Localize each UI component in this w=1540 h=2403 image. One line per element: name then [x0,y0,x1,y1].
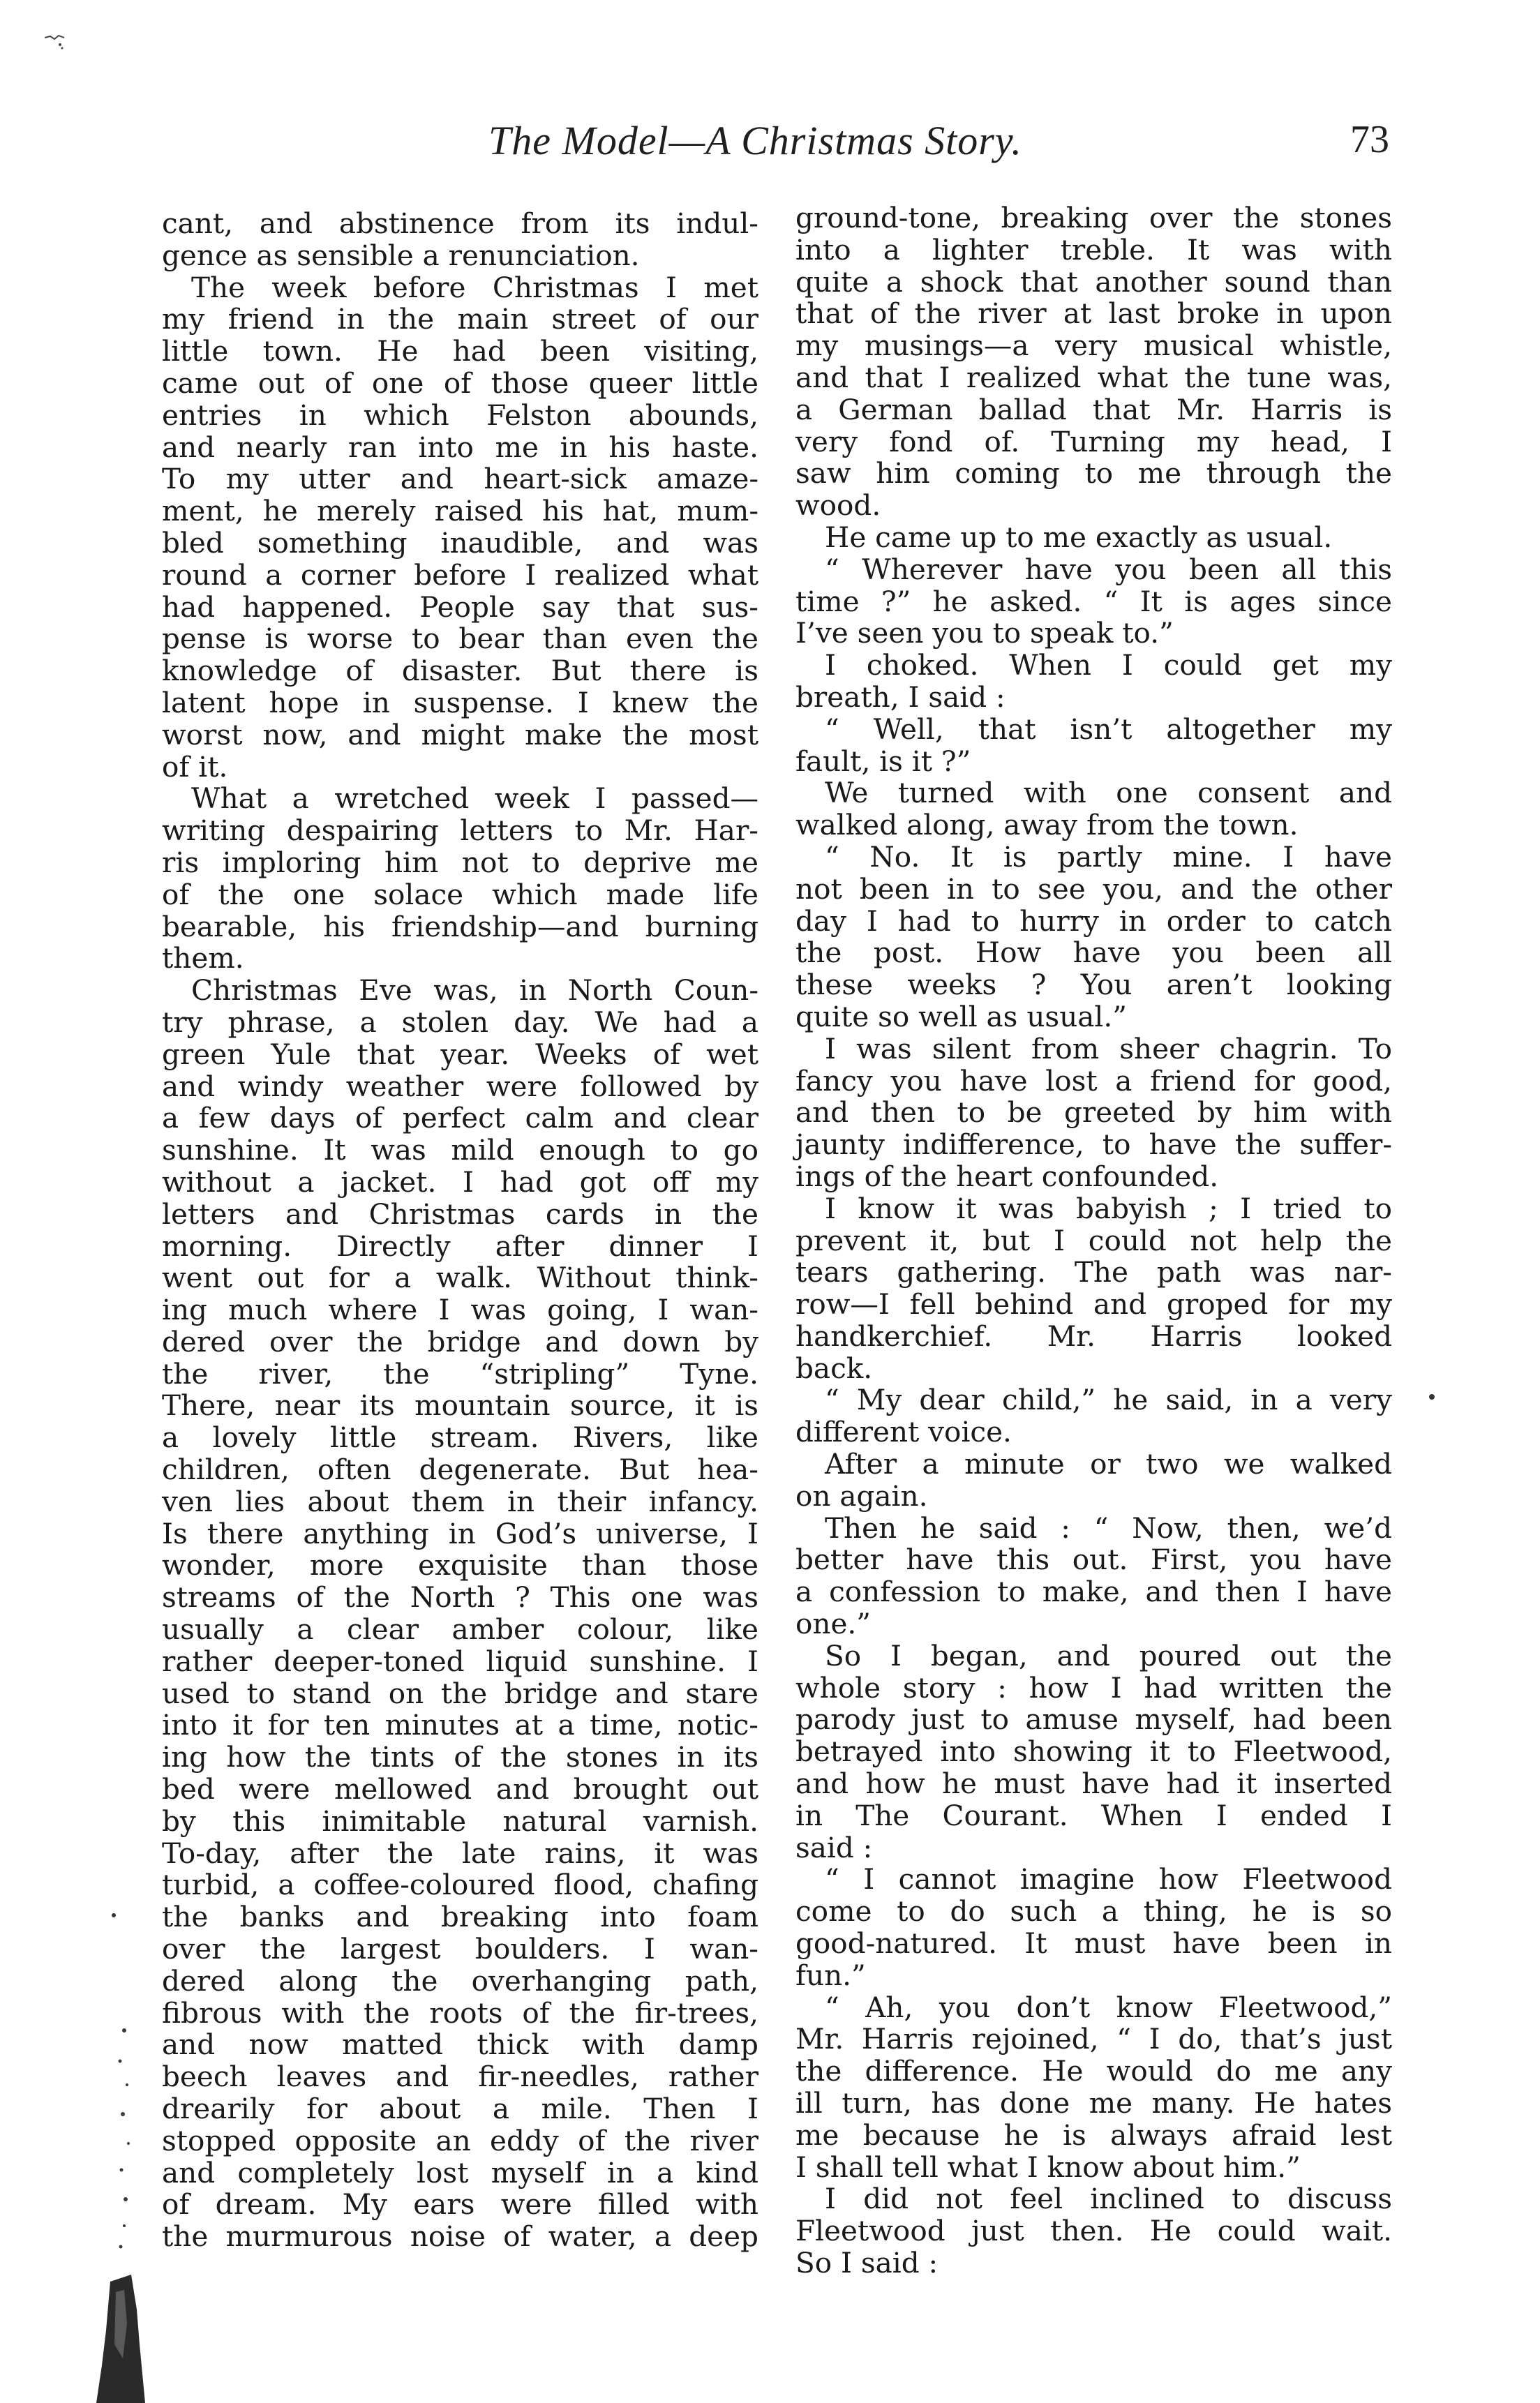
text-line: gence as sensible a renunciation. [162,238,640,272]
running-title: The Model—A Christmas Story. [488,118,1022,163]
text-line: over the largest boulders. I wan- [162,1932,758,1966]
text-line: sunshine. It was mild enough to go [162,1133,758,1167]
text-line: “ Well, that isn’t altogether my [825,712,1392,746]
margin-speck [1429,1394,1435,1400]
text-line: and windy weather were followed by [162,1069,758,1103]
text-line: the banks and breaking into foam [162,1900,758,1934]
text-line: worst now, and might make the most [162,717,758,751]
text-line: into a lighter treble. It was with [795,232,1392,267]
text-line: and how he must have had it inserted [795,1767,1392,1801]
text-line: breath, I said : [795,680,1006,714]
text-line: went out for a walk. Without think- [162,1261,758,1295]
text-line: handkerchief. Mr. Harris looked [795,1319,1392,1353]
text-line: He came up to me exactly as usual. [825,520,1333,554]
text-line: said : [795,1830,873,1864]
text-line: pense is worse to bear than even the [162,622,758,656]
text-line: bearable, his friendship—and burning [162,909,758,943]
text-line: fault, is it ?” [795,744,971,778]
text-line: Christmas Eve was, in North Coun- [191,973,758,1008]
text-line: “ No. It is partly mine. I have [825,839,1392,874]
text-line: the murmurous noise of water, a deep [162,2219,758,2254]
text-line: rather deeper-toned liquid sunshine. I [162,1644,758,1678]
text-line: and completely lost myself in a kind [162,2155,758,2189]
text-line: row—I fell behind and groped for my [795,1287,1392,1322]
text-line: the post. How have you been all [795,936,1392,970]
text-line: back. [795,1351,873,1385]
text-line: turbid, a coffee-coloured flood, chafing [162,1868,758,1902]
text-line: I was silent from sheer chagrin. To [825,1031,1392,1065]
text-line: used to stand on the bridge and stare [162,1676,758,1710]
text-line: entries in which Felston abounds, [162,398,758,432]
text-line: The week before Christmas I met [191,270,758,304]
text-line: saw him coming to me through the [795,456,1392,491]
text-line: the river, the “stripling” Tyne. [162,1356,758,1391]
text-line: me because he is always afraid lest [795,2118,1392,2152]
text-line: and now matted thick with damp [162,2028,758,2062]
text-line: To-day, after the late rains, it was [162,1836,758,1870]
text-line: come to do such a thing, he is so [795,1894,1392,1929]
text-line: I know it was babyish ; I tried to [825,1191,1392,1225]
text-line: without a jacket. I had got off my [162,1165,758,1199]
text-line: ings of the heart confounded. [795,1159,1219,1193]
text-line: To my utter and heart-sick amaze- [162,462,758,496]
text-line: Mr. Harris rejoined, “ I do, that’s just [795,2022,1392,2056]
text-line: good-natured. It must have been in [795,1926,1392,1961]
text-line: So I began, and poured out the [825,1638,1392,1672]
text-line: a few days of perfect calm and clear [162,1101,758,1135]
text-line: I’ve seen you to speak to.” [795,616,1174,650]
text-line: After a minute or two we walked [825,1447,1392,1481]
text-line: I shall tell what I know about him.” [795,2150,1301,2184]
text-line: wonder, more exquisite than those [162,1548,758,1582]
text-line: children, often degenerate. But hea- [162,1453,758,1487]
text-line: ing much where I was going, I wan- [162,1293,758,1327]
text-line: “ Wherever have you been all this [825,552,1392,586]
text-line: “ Ah, you don’t know Fleetwood,” [825,1990,1392,2024]
left-text-column [162,208,758,2253]
text-line: whole story : how I had written the [795,1670,1392,1705]
text-line: latent hope in suspense. I knew the [162,685,758,719]
text-line: by this inimitable natural varnish. [162,1804,758,1838]
text-line: tears gathering. The path was nar- [795,1255,1392,1289]
text-line: had happened. People say that sus- [162,590,758,624]
text-line: day I had to hurry in order to catch [795,904,1392,938]
text-line: We turned with one consent and [825,776,1392,810]
text-line: So I said : [795,2246,939,2280]
text-line: these weeks ? You aren’t looking [795,968,1392,1002]
text-line: “ I cannot imagine how Fleetwood [825,1862,1392,1896]
text-line: little town. He had been visiting, [162,334,758,368]
text-line: my friend in the main street of our [162,302,758,336]
text-line: and then to be greeted by him with [795,1095,1392,1130]
margin-speck [112,1913,116,1917]
text-line: them. [162,941,244,975]
text-line: not been in to see you, and the other [795,871,1392,906]
text-line: wood. [795,488,881,523]
page-number: 73 [1350,118,1389,161]
text-line: letters and Christmas cards in the [162,1197,758,1231]
text-line: I choked. When I could get my [825,648,1392,682]
text-line: usually a clear amber colour, like [162,1612,758,1647]
ink-speck-mark [43,33,71,50]
text-line: drearily for about a mile. Then I [162,2092,758,2126]
text-line: fancy you have lost a friend for good, [795,1063,1392,1098]
text-line: quite a shock that another sound than [795,264,1392,299]
text-line: different voice. [795,1415,1012,1449]
text-line: one.” [795,1607,872,1641]
text-line: bed were mellowed and brought out [162,1772,758,1806]
text-line: into it for ten minutes at a time, notic- [162,1708,758,1742]
text-line: There, near its mountain source, it is [162,1388,758,1423]
text-line: of dream. My ears were filled with [162,2187,758,2222]
text-line: ris imploring him not to deprive me [162,845,758,879]
text-line: fibrous with the roots of the fir-trees, [162,1996,758,2030]
text-line: “ My dear child,” he said, in a very [825,1383,1392,1417]
binding-edge-stain [82,2016,152,2403]
text-line: What a wretched week I passed— [191,781,758,816]
text-line: walked along, away from the town. [795,808,1299,842]
text-line: of it. [162,749,228,784]
text-line: beech leaves and fir-needles, rather [162,2060,758,2094]
text-line: Is there anything in God’s universe, I [162,1516,758,1550]
text-line: a lovely little stream. Rivers, like [162,1421,758,1455]
text-line: Then he said : “ Now, then, we’d [825,1511,1392,1545]
text-line: ven lies about them in their infancy. [162,1484,758,1518]
text-line: time ?” he asked. “ It is ages since [795,584,1392,618]
text-line: prevent it, but I could not help the [795,1223,1392,1257]
text-line: of the one solace which made life [162,877,758,911]
text-line: dered along the overhanging path, [162,1963,758,1998]
text-line: green Yule that year. Weeks of wet [162,1037,758,1071]
text-line: streams of the North ? This one was [162,1580,758,1615]
text-line: ment, he merely raised his hat, mum- [162,494,758,528]
text-line: and that I realized what the tune was, [795,360,1392,394]
text-line: cant, and abstinence from its indul- [162,207,758,240]
text-line: quite so well as usual.” [795,999,1127,1033]
text-line: and nearly ran into me in his haste. [162,430,758,464]
text-line: very fond of. Turning my head, I [795,424,1392,458]
text-line: on again. [795,1479,928,1513]
text-line: fun.” [795,1958,866,1992]
text-line: my musings—a very musical whistle, [795,329,1392,363]
text-line: ground-tone, breaking over the stones [795,201,1392,234]
text-line: that of the river at last broke in upon [795,297,1392,331]
text-line: in The Courant. When I ended I [795,1798,1392,1832]
text-line: parody just to amuse myself, had been [795,1702,1392,1737]
text-line: ing how the tints of the stones in its [162,1740,758,1774]
text-line: better have this out. First, you have [795,1543,1392,1577]
text-line: betrayed into showing it to Fleetwood, [795,1735,1392,1769]
text-line: came out of one of those queer little [162,366,758,400]
text-line: morning. Directly after dinner I [162,1229,758,1263]
text-line: a German ballad that Mr. Harris is [795,392,1392,426]
text-line: knowledge of disaster. But there is [162,654,758,688]
text-line: Fleetwood just then. He could wait. [795,2214,1392,2248]
text-line: stopped opposite an eddy of the river [162,2123,758,2157]
right-text-column [795,202,1392,2280]
text-line: writing despairing letters to Mr. Har- [162,814,758,848]
text-line: round a corner before I realized what [162,557,758,592]
text-line: ill turn, has done me many. He hates [795,2086,1392,2120]
text-line: try phrase, a stolen day. We had a [162,1005,758,1039]
text-line: dered over the bridge and down by [162,1324,758,1358]
text-line: a confession to make, and then I have [795,1575,1392,1609]
text-line: bled something inaudible, and was [162,525,758,560]
text-line: I did not feel inclined to discuss [825,2182,1392,2216]
text-line: the difference. He would do me any [795,2054,1392,2088]
text-line: jaunty indifference, to have the suffer- [795,1128,1392,1162]
